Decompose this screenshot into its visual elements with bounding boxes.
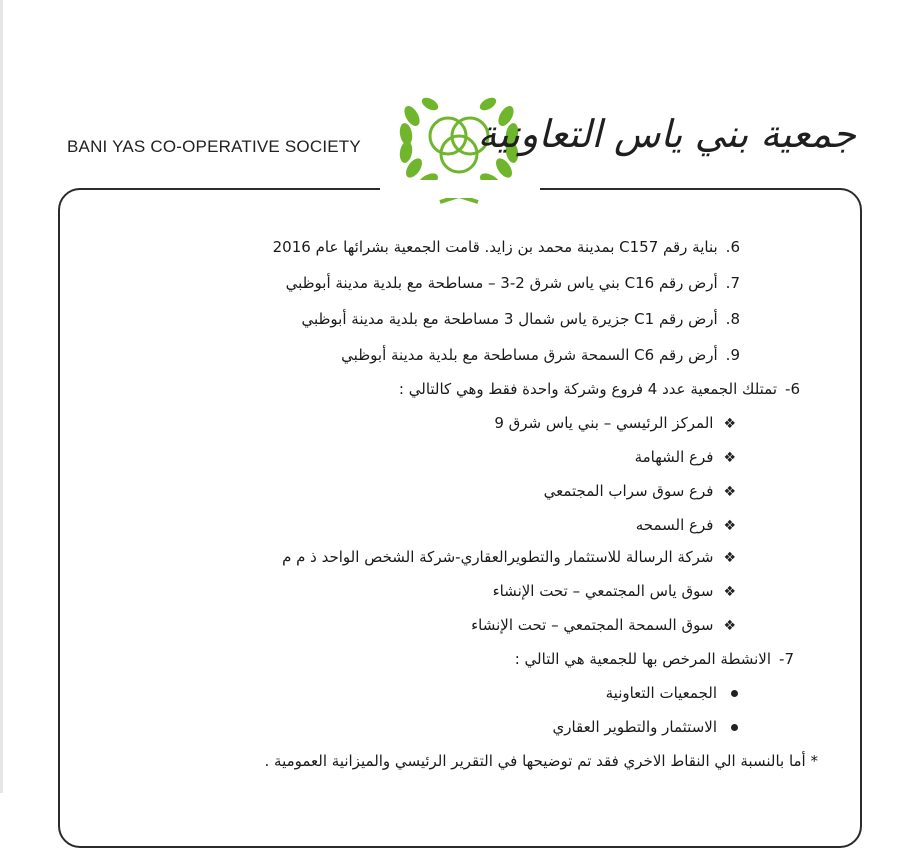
society-name-english: BANI YAS CO-OPERATIVE SOCIETY: [67, 137, 361, 156]
list-item: [341, 344, 740, 366]
item-number: 7.: [725, 274, 740, 292]
list-item: [606, 682, 738, 704]
list-item: [286, 272, 740, 294]
diamond-bullet-icon: ❖: [723, 484, 736, 500]
bullet-icon: [731, 724, 738, 731]
item-text: سوق السمحة المجتمعي – تحت الإنشاء: [471, 616, 714, 634]
list-item: [494, 412, 736, 435]
bullet-icon: [731, 690, 738, 697]
list-item: [301, 308, 740, 330]
item-text: أرض رقم C1 جزيرة ياس شمال 3 مساطحة مع بلدية مدينة أبوظبي: [301, 310, 718, 328]
section-heading-text: تمتلك الجمعية عدد 4 فروع وشركة واحدة فقط وهي كالتالي :: [398, 380, 778, 398]
item-text: المركز الرئيسي – بني ياس شرق 9: [494, 414, 714, 432]
item-text: فرع الشهامة: [634, 448, 714, 466]
item-text: فرع سوق سراب المجتمعي: [543, 482, 714, 500]
item-text: شركة الرسالة للاستثمار والتطويرالعقاري-شركة الشخص الواحد ذ م م: [282, 548, 714, 566]
society-name-arabic: جمعية بني ياس التعاونية: [477, 112, 856, 156]
list-item: [493, 580, 736, 603]
item-text: الاستثمار والتطوير العقاري: [552, 718, 717, 736]
item-number: 8.: [725, 310, 740, 328]
section-number: 7-: [779, 650, 794, 668]
list-item: [282, 546, 736, 569]
section-heading: [399, 378, 800, 400]
footnote: * أما بالنسبة الي النقاط الاخري فقد تم توضيحها في التقرير الرئيسي والميزانية العمومية .: [264, 752, 818, 770]
frame-gap: [380, 180, 540, 198]
item-text: أرض رقم C6 السمحة شرق مساطحة مع بلدية مدينة أبوظبي: [341, 346, 718, 364]
item-text: سوق ياس المجتمعي – تحت الإنشاء: [492, 582, 714, 600]
section-number: 6-: [785, 380, 800, 398]
list-item: [273, 236, 740, 258]
diamond-bullet-icon: ❖: [723, 518, 736, 534]
diamond-bullet-icon: ❖: [723, 584, 736, 600]
item-number: 9.: [725, 346, 740, 364]
section-heading-text: الانشطة المرخص بها للجمعية هي التالي :: [514, 650, 772, 668]
item-text: الجمعيات التعاونية: [605, 684, 717, 702]
list-item: [636, 514, 736, 537]
list-item: [635, 446, 736, 469]
list-item: [471, 614, 736, 637]
diamond-bullet-icon: ❖: [723, 416, 736, 432]
diamond-bullet-icon: ❖: [723, 450, 736, 466]
section-heading: [515, 648, 794, 670]
list-item: [553, 716, 739, 738]
item-text: فرع السمحه: [635, 516, 714, 534]
list-item: [544, 480, 736, 503]
item-number: 6.: [725, 238, 740, 256]
diamond-bullet-icon: ❖: [723, 550, 736, 566]
diamond-bullet-icon: ❖: [723, 618, 736, 634]
item-text: أرض رقم C16 بني ياس شرق 2-3 – مساطحة مع بلدية مدينة أبوظبي: [285, 274, 718, 292]
item-text: بناية رقم C157 بمدينة محمد بن زايد. قامت الجمعية بشرائها عام 2016: [272, 238, 718, 256]
page-edge: [0, 0, 3, 793]
